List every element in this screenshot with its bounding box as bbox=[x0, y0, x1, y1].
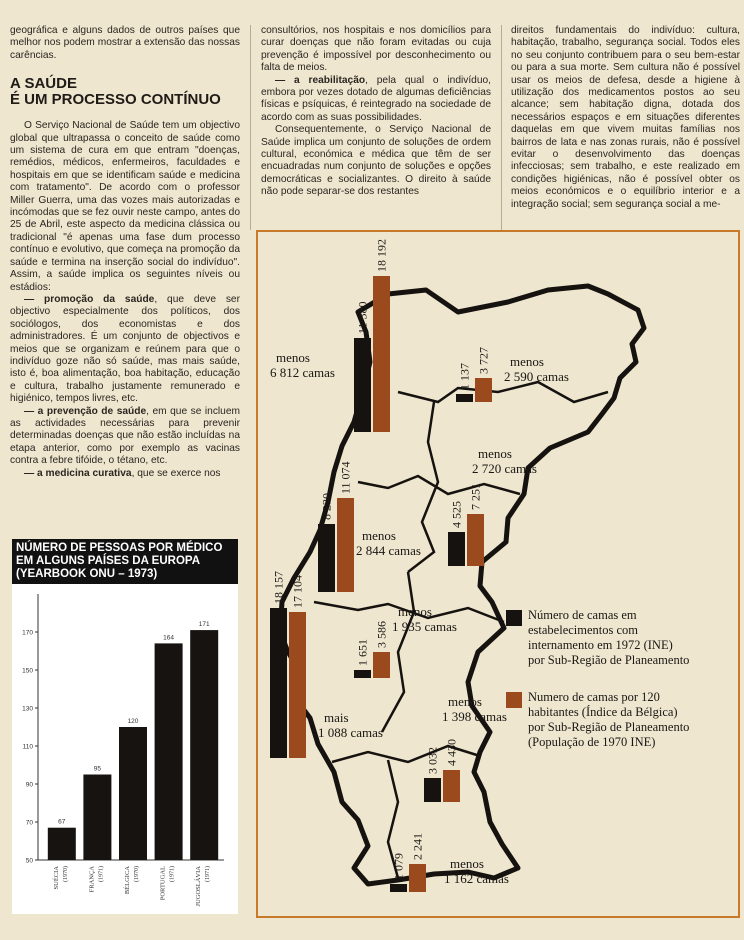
paragraph-text: , que se exerce nos bbox=[131, 467, 221, 479]
beds-black-bar bbox=[354, 338, 371, 432]
region-label-line1: menos bbox=[398, 604, 432, 619]
portugal-map bbox=[258, 232, 738, 916]
region-label-line1: menos bbox=[510, 354, 544, 369]
region-boundary bbox=[398, 382, 608, 402]
x-tick-year-label: (1970) bbox=[134, 866, 140, 882]
legend-brown bbox=[506, 690, 738, 750]
brown-value-label: 3 586 bbox=[374, 621, 389, 648]
region-label-line2: 2 720 camas bbox=[472, 461, 537, 476]
brown-value-label: 7 251 bbox=[468, 483, 483, 510]
beds-brown-bar bbox=[373, 652, 390, 678]
column-divider bbox=[501, 25, 502, 230]
article-column-2 bbox=[261, 25, 491, 199]
region-label-line2: 2 844 camas bbox=[356, 543, 421, 558]
region-label-line1: mais bbox=[324, 710, 349, 725]
beds-brown-bar bbox=[373, 276, 390, 432]
bar-chart bbox=[12, 584, 238, 914]
paragraph-text: , pela qual o indivíduo, embora por vezes dotado de algumas deficiências físicas e psíquicas, é reintegrado na sociedade de acordo com as suas possibilidades. bbox=[261, 74, 491, 123]
paragraph: consultórios, nos hospitais e nos domicílios para curar doenças que não foram evitadas ou cuja prevenção é impossível por desconhecimento ou falta de meios. bbox=[261, 25, 491, 74]
brown-value-label: 17 104 bbox=[290, 575, 305, 608]
paragraph bbox=[261, 75, 491, 125]
y-tick-label: 110 bbox=[22, 743, 33, 751]
beds-brown-bar bbox=[467, 514, 484, 566]
brown-value-label: 18 192 bbox=[374, 239, 389, 272]
region-label-line2: 2 590 camas bbox=[504, 369, 569, 384]
beds-black-bar bbox=[390, 884, 407, 892]
x-tick-label: BÉLGICA bbox=[124, 866, 131, 895]
paragraph: direitos fundamentais do indivíduo: cultura, habitação, trabalho, segurança social. Todos eles no seu conjunto contribuem para o seu bem-estar ou para a sua morte. Sem cultura não é possível usar os meios de defesa, desde a higiene à utilização dos medicamentos postos ao seu alcance; sem habitação digna, dotada dos necessários espaços e em situações diferentes daquelas em que vivem muitas famílias nos bairros de lata e nas zonas rurais, não é possível evitar o desenvolvimento das doenças infecciosas; sem trabalho, e este realizado em condições higiénicas, não é possível obter os meios económicos e o equilíbrio interior e a integração social; sem segurança social a me- bbox=[511, 25, 740, 210]
bar bbox=[83, 775, 111, 861]
paragraph bbox=[10, 468, 240, 480]
bar bbox=[155, 643, 183, 860]
heading-line: É UM PROCESSO CONTÍNUO bbox=[10, 91, 221, 109]
map-figure bbox=[256, 230, 740, 918]
brown-value-label: 2 241 bbox=[410, 833, 425, 860]
bar bbox=[190, 630, 218, 860]
region-label-line1: menos bbox=[478, 446, 512, 461]
brown-value-label: 4 430 bbox=[444, 739, 459, 766]
brown-value-label: 3 727 bbox=[476, 347, 491, 374]
paragraph bbox=[10, 406, 240, 468]
region-label-line2: 1 398 camas bbox=[442, 709, 507, 724]
heading-line: A SAÚDE bbox=[10, 75, 77, 93]
legend-text: Número de camas em bbox=[528, 608, 637, 622]
bar-value-label: 164 bbox=[163, 634, 175, 642]
black-value-label: 8 230 bbox=[319, 493, 334, 520]
beds-brown-bar bbox=[409, 864, 426, 892]
beds-black-bar bbox=[448, 532, 465, 566]
bar bbox=[48, 828, 76, 860]
section-heading bbox=[10, 76, 240, 108]
beds-black-bar bbox=[424, 778, 441, 802]
legend-text: Numero de camas por 120 bbox=[528, 690, 660, 704]
x-tick-label: SUÉCIA bbox=[52, 866, 60, 890]
y-tick-label: 90 bbox=[25, 781, 33, 789]
bar-value-label: 95 bbox=[93, 765, 102, 773]
x-tick-label: JUGOSLÁVIA bbox=[195, 866, 203, 907]
paragraph: O Serviço Nacional de Saúde tem um objectivo global que ultrapassa o conceito de saúde como um sistema de cura em que entram "doenças, remédios, médicos, enfermeiros, faculdades e hospitais em que se identificam saúde e medicina com tratamento". De acordo com o professor Miller Guerra, uma das vozes mais autorizadas e incómodas que se fez ouvir neste campo, antes do 25 de Abril, este aspecto da medicina clássica ou tradicional "é apenas uma fase dum processo contínuo e evolutivo, que começa na promoção da saúde e termina na inserção social do indivíduo". Assim, a saúde implica os seguintes níveis ou estádios: bbox=[10, 120, 240, 293]
bold-term: — a prevenção de saúde bbox=[24, 405, 147, 417]
legend-text: habitantes (Índice da Bélgica) bbox=[528, 705, 678, 719]
legend-black-swatch bbox=[506, 610, 522, 626]
bar-value-label: 171 bbox=[198, 621, 210, 629]
paragraph: geográfica e alguns dados de outros países que melhor nos podem mostrar a extensão das nossas carências. bbox=[10, 25, 240, 61]
region-label-line1: menos bbox=[450, 856, 484, 871]
region-label-line2: 1 935 camas bbox=[392, 619, 457, 634]
legend-black bbox=[506, 608, 738, 668]
black-value-label: 3 032 bbox=[425, 747, 440, 774]
legend-brown-swatch bbox=[506, 692, 522, 708]
x-tick-year-label: (1971) bbox=[98, 866, 105, 882]
paragraph: Consequentemente, o Serviço Nacional de Saúde implica um conjunto de soluções de ordem cultural, económica e médica que têm de ser encuadradas num conjunto de soluções e opções democráticas e socializantes. O direito à saúde não pode separar-se dos restantes bbox=[261, 124, 491, 198]
y-tick-label: 130 bbox=[22, 705, 33, 713]
bar-value-label: 120 bbox=[127, 718, 139, 725]
black-value-label: 1 137 bbox=[457, 363, 472, 390]
y-tick-label: 70 bbox=[25, 819, 33, 827]
bar bbox=[119, 727, 147, 860]
article-column-1 bbox=[10, 25, 240, 480]
legend-text: internamento em 1972 (INE) bbox=[528, 638, 673, 652]
chart-title bbox=[12, 539, 238, 584]
black-value-label: 11 380 bbox=[355, 301, 370, 334]
x-tick-label: FRANÇA bbox=[88, 866, 96, 893]
article-column-3 bbox=[511, 25, 740, 211]
x-tick-label: PORTUGAL bbox=[159, 866, 167, 901]
x-tick-year-label: (1970) bbox=[62, 866, 69, 882]
chart-title-line: (YEARBOOK ONU – 1973) bbox=[16, 568, 158, 580]
beds-brown-bar bbox=[337, 498, 354, 592]
x-tick-year-label: (1971) bbox=[205, 866, 212, 882]
beds-black-bar bbox=[456, 394, 473, 402]
beds-brown-bar bbox=[475, 378, 492, 402]
legend-text: por Sub-Região de Planeamento bbox=[528, 720, 690, 734]
region-label-line1: menos bbox=[276, 350, 310, 365]
region-label-line2: 1 088 camas bbox=[318, 725, 383, 740]
column-divider bbox=[250, 25, 251, 230]
y-tick-label: 150 bbox=[22, 667, 33, 675]
legend-text: (População de 1970 INE) bbox=[528, 735, 656, 749]
y-tick-label: 170 bbox=[22, 629, 33, 637]
beds-brown-bar bbox=[289, 612, 306, 758]
legend-text: estabelecimentos com bbox=[528, 623, 639, 637]
black-value-label: 18 157 bbox=[271, 571, 286, 604]
chart-title-line: NÚMERO DE PESSOAS POR MÉDICO bbox=[16, 542, 223, 554]
region-label-line1: menos bbox=[362, 528, 396, 543]
black-value-label: 1 651 bbox=[355, 639, 370, 666]
legend-text: por Sub-Região de Planeamento bbox=[528, 653, 690, 667]
black-value-label: 1 079 bbox=[391, 853, 406, 880]
region-label-line1: menos bbox=[448, 694, 482, 709]
black-value-label: 4 525 bbox=[449, 501, 464, 528]
region-label-line2: 6 812 camas bbox=[270, 365, 335, 380]
beds-black-bar bbox=[354, 670, 371, 678]
y-tick-label: 50 bbox=[25, 857, 33, 865]
beds-black-bar bbox=[318, 524, 335, 592]
brown-value-label: 11 074 bbox=[338, 461, 353, 494]
beds-black-bar bbox=[270, 608, 287, 758]
chart-title-line: EM ALGUNS PAÍSES DA EUROPA bbox=[16, 555, 201, 567]
paragraph-text: , que deve ser objectivo especialmente dos políticos, dos sociólogos, dos economistas e dos administradores. É um conjunto de objectivos e meios que se organizam e reúnem para que o indivíduo goze não só saúde, mas mais saúde, isto é, boa alimentação, boa habitação, educação e cultura, trabalho justamente remunerado e higiénico, tempos livres, etc. bbox=[10, 293, 240, 405]
bold-term: — a reabilitação bbox=[275, 74, 366, 86]
x-tick-year-label: (1971) bbox=[169, 866, 176, 882]
bold-term: — a medicina curativa bbox=[24, 467, 132, 479]
paragraph bbox=[10, 294, 240, 406]
beds-brown-bar bbox=[443, 770, 460, 802]
region-boundary bbox=[358, 476, 520, 494]
bold-term: — promoção da saúde bbox=[24, 293, 155, 305]
region-label-line2: 1 162 camas bbox=[444, 871, 509, 886]
bar-value-label: 67 bbox=[58, 818, 66, 826]
paragraph-text: , em que se incluem as actividades necessárias para prevenir determinadas doenças que não estão incluídas na etapa anterior, como por exemplo as vacinas contra a febre tifóide, o tétano, etc. bbox=[10, 405, 240, 467]
